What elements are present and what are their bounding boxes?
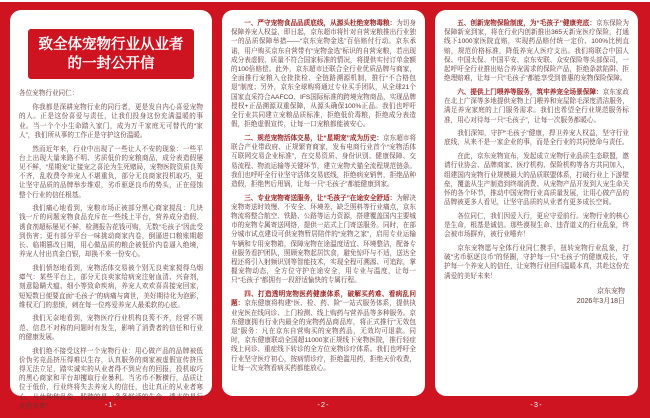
page-number-2: -2-: [317, 400, 330, 409]
paragraph: 我们无奈地看到，宠物医疗行业机构良莠不齐，经营不规范、信息不对称的问题时有发生，影响了消费者的信任和行业的健康发展。: [19, 315, 203, 341]
top-border-line: [0, 0, 650, 2]
section-body: 京东超市将联合产业带政府、正规繁育商家，发布电商行业首个“宠物活体互联网交易企业标准”，在交易资质、身份识别、健康保障、交易流程、物流运输等关键环节，建立宠物犬猫全流程规范链条。我们也呼吁全行业坚守活体交易底线，拒绝病宠销售，拒绝品种造假，拒绝售后甩锅，让每一只“毛孩子”都能健康到家。: [231, 134, 417, 188]
section-heading: 二、规范宠物活体交易，让“星期宠”成为历史：: [244, 134, 383, 142]
paragraph: 我们痛心地看到，宠粮市场正被部分黑心商家搅乱：几块钱一斤的问题宠物食品充斥在一些线上平台，营养成分造假、诱食剂超标屡见不鲜，检测报告花钱可购，无数“毛孩子”因此受到伤害；更有部分平台一味挑动商家内卷，倒逼进口粮账期超长、临期篡改日期，用心做品质的粮企被低价内卷逼入绝境，养宠人付出真金白银，却换不来一份安心。: [19, 205, 203, 259]
section-heading: 三、专业宠物寄送服务，让“毛孩子”在途安全舒适：: [244, 194, 397, 202]
section-body: 为解决宠物寄送时效慢、不安全、环境差、缺乏照料等行业痛点，京东物流将整合航空、铁路、公路等运力资源，搭建覆盖国内主要城市的宠物专属寄送网络，提供一站式上门寄送服务。同时，在部分城市试点建设可供宠物暂居陪伴的“宠物之家”，启用专业运输车辆和专用宠物箱，保障宠物在途温度适宜、环境整洁，配备专业服务看护团队，照顾宠物起居饮食，避免惊吓与不适，送达全程还将引入射频识别等智能技术，实现全程可溯源、可追踪，掌握宠物动态，全方位守护在途安全，用专业与温度，让每一只“毛孩子”都拥有一段舒适愉快的专属行程。: [231, 194, 417, 285]
letter-page-3: [435, 10, 638, 396]
letter-page-2: [222, 10, 425, 396]
section-heading: 六、提供上门喂养等服务，筑牢养宠全场景保障：: [457, 88, 603, 96]
section-food-quality: [231, 19, 416, 129]
paragraph: 我们绝不接受这样一个宠物行业：用心做产品的品牌被低价伪劣竞品挤压得难以生存，认真服务的商家被虚假宣传挤压得无法立足，踏实诚实的从业者得不到应有的回报，投机取巧的黑心商家和平台却攫取行业暴利。当劣币不断横行，品质让位于低价，行业终将失去养宠人的信任，也让真正的从业者寒心。凡此种种乱象，践踏的是一条条鲜活的生命，透支的是行业的未来！: [19, 347, 203, 410]
signature-block: [444, 287, 629, 307]
section-heading: 一、严守宠物食品品质底线，从源头杜绝宠物毒粮：: [244, 20, 397, 27]
section-body: 为切身保障养宠人权益，即日起，京东超市将针对自营宠粮推出行业独一的品质保障举措——“京东宠物金选”百倍赔付行动。京东承诺，用户购买京东自营带有“宠物金选”标识的自营宠粮，若出现成分表虚假、质量不符合国家标准的情况，将提供实付订单金额的100倍赔偿。此外，京东超市还联合全行业优质品牌与商家，全面推行宠粮入仓批批检、全链路溯源机制，推行“不合格包退”制度；另外，京东全球购将通过专业买手团队，从全球21个国家直采符合AAFCO、IFS国际标准的跨境宠物商品，实现品牌授权+正品溯源双重保障，从源头确保100%正品。我们也呼吁全行业共同建立宠粮品质标准，拒绝低价毒粮，拒绝成分表造假，拒绝虚假宣传，让每一口宠粮都能被安心。: [231, 20, 417, 129]
paragraph: 各位同仁，我们因爱入行，更应守爱前行。宠物行业的核心是生命，根基是诚信。那些漠视生命、违背道义的行业乱象，终会被市场摒弃，被行业唾弃！: [444, 212, 629, 239]
letter-title-line2: 的一封公开信: [67, 55, 155, 72]
paragraph: 我们愤怒地看到，宠物活体交易被个别无良卖家搅得乌烟瘴气：某些平台上，部分无良卖家给病宠注射血清、兴奋剂，刻意隐瞒犬瘟、细小等致命疾病，养宠人欢欢喜喜接宠回家，短短数日便要直面“毛孩子”的病痛与离世，美好期待化为泡影，维权无门的悲愤，刺在每一位疼爱养宠人最柔软的心底。: [19, 264, 203, 309]
section-heading: 五、创新宠物保险制度，为“毛孩子”健康兜底：: [457, 20, 596, 27]
section-live-pet-trade: [231, 134, 416, 189]
paragraph: 你我都是深耕宠物行业的同行者，更是发自内心喜爱宠物的人。正是这份喜爱与责任，让我们投身这份充满温暖的事业。当一个个小生命踏入家门，成为万千家庭无可替代的“家人”，我们所从事的工作正是守护这份温暖。: [19, 104, 203, 139]
section-pet-shipping: [231, 194, 416, 286]
signature-date: 2026年3月18日: [576, 297, 625, 305]
letter-page-1: [10, 10, 212, 410]
paragraph: 在此，京东宠物宣布，发起成立宠物行业品质生态联盟，邀请行业协会、品牌商家、医疗机构、保险机构等各方共同加入，组建国内宠物行业规模最大的品质联盟体系，打破行业上下游壁垒，覆盖从生产制造到终端消费、从宠物产品开发到人宠生命关怀的各个环节，推动中国宠物行业高质量发展，让用心做产品的品牌被更多人看见，让坚守品质的从业者有更多成长空间。: [444, 153, 629, 207]
section-body: 京东家政在北上广深等多地提供宠物上门喂养和宠屋除毛深度清洁服务，满足养宠家庭的上门服务需求。我们也希望全行业规范服务标准，用心对待每一只“毛孩子”，让每一次服务都暖心。: [444, 88, 630, 124]
letter-title-line1: 致全体宠物行业从业者: [38, 37, 184, 53]
page-number-3: -3-: [530, 400, 543, 409]
section-pet-medical: [231, 290, 416, 373]
paragraph: 我们深知，守护“毛孩子”健康，捍卫养宠人权益，坚守行业底线，从来不是一家企业的事，而是全行业的共同使命与责任。: [444, 130, 629, 147]
section-pet-insurance: [444, 19, 629, 83]
section-body: 京东健康将构建“医、检、药、险”一站式服务体系，提供执业宠医在线问诊、上门检测、线上购药与营养品等多种服务。京东健康拥有行业内最全的宠物药品商品库，将正式推行“无效包退”服务：凡在京东自营购买的宠物药品，无效均可退款。同时，京东健康联动全国超11000家正规线下宠物医院，推行轻症线上问诊、重症线下转诊的全方位宠物诊疗体系。我们也呼吁全行业坚守医疗初心，按病情诊疗，拒绝滥用药，拒绝天价收费，让每一次宠物看病买药都能放心。: [231, 300, 417, 372]
section-body: 京东保险为保障新宠到家，将在行业内创新推出365天新宠医疗保险，打通线下1000家医院直赔，实现药品赔付统一定价、100%比例直赔，规范价格标准，降低养宠人医疗支出。我们将联合中国人保、中国太保、中国平安、京东安联、众安保险等头部保司，一起呼吁全行业推出贴合养宠需求的保险产品，拒绝条款陷阱、拒绝理赔难，让每一只“毛孩子”都能享受到普惠的宠物保险保障。: [444, 20, 630, 83]
salutation: 各位宠物行业同仁：: [19, 90, 79, 97]
section-home-services: [444, 88, 629, 125]
letter-title: [28, 29, 194, 79]
signature-name: 京东宠物: [597, 287, 625, 295]
page-number-1: -1-: [104, 400, 118, 409]
paragraph: 然而近年来，行业中出现了一些让人不安的现象：一些平台上出现大量来路不明、劣质低价的宠粮商品，成分表造假屡见不鲜，“星期宠”让接宠之喜沦为生死赌局，宠物医院资质良莠不齐，乱收费令养宠人不堪重负，部分无良商家投机取巧，更让坚守品质的品牌举步维艰，劣币驱逐良币的势头，正在侵蚀整个行业的信任根基。: [19, 145, 203, 199]
paragraph: 京东宠物愿与全体行业同仁携手，扭转宠物行业乱象，打破“劣币驱逐良币”的怪圈，守护每一只“毛孩子”的健康成长，守护每一个养宠人的信任，让宠物行业回归温暖本真，共赴这份充满爱的美好未来！: [444, 244, 629, 280]
section-heading: 四、打造透明宠物医药健康体系，破解买药难、看病乱问题：: [231, 291, 416, 308]
